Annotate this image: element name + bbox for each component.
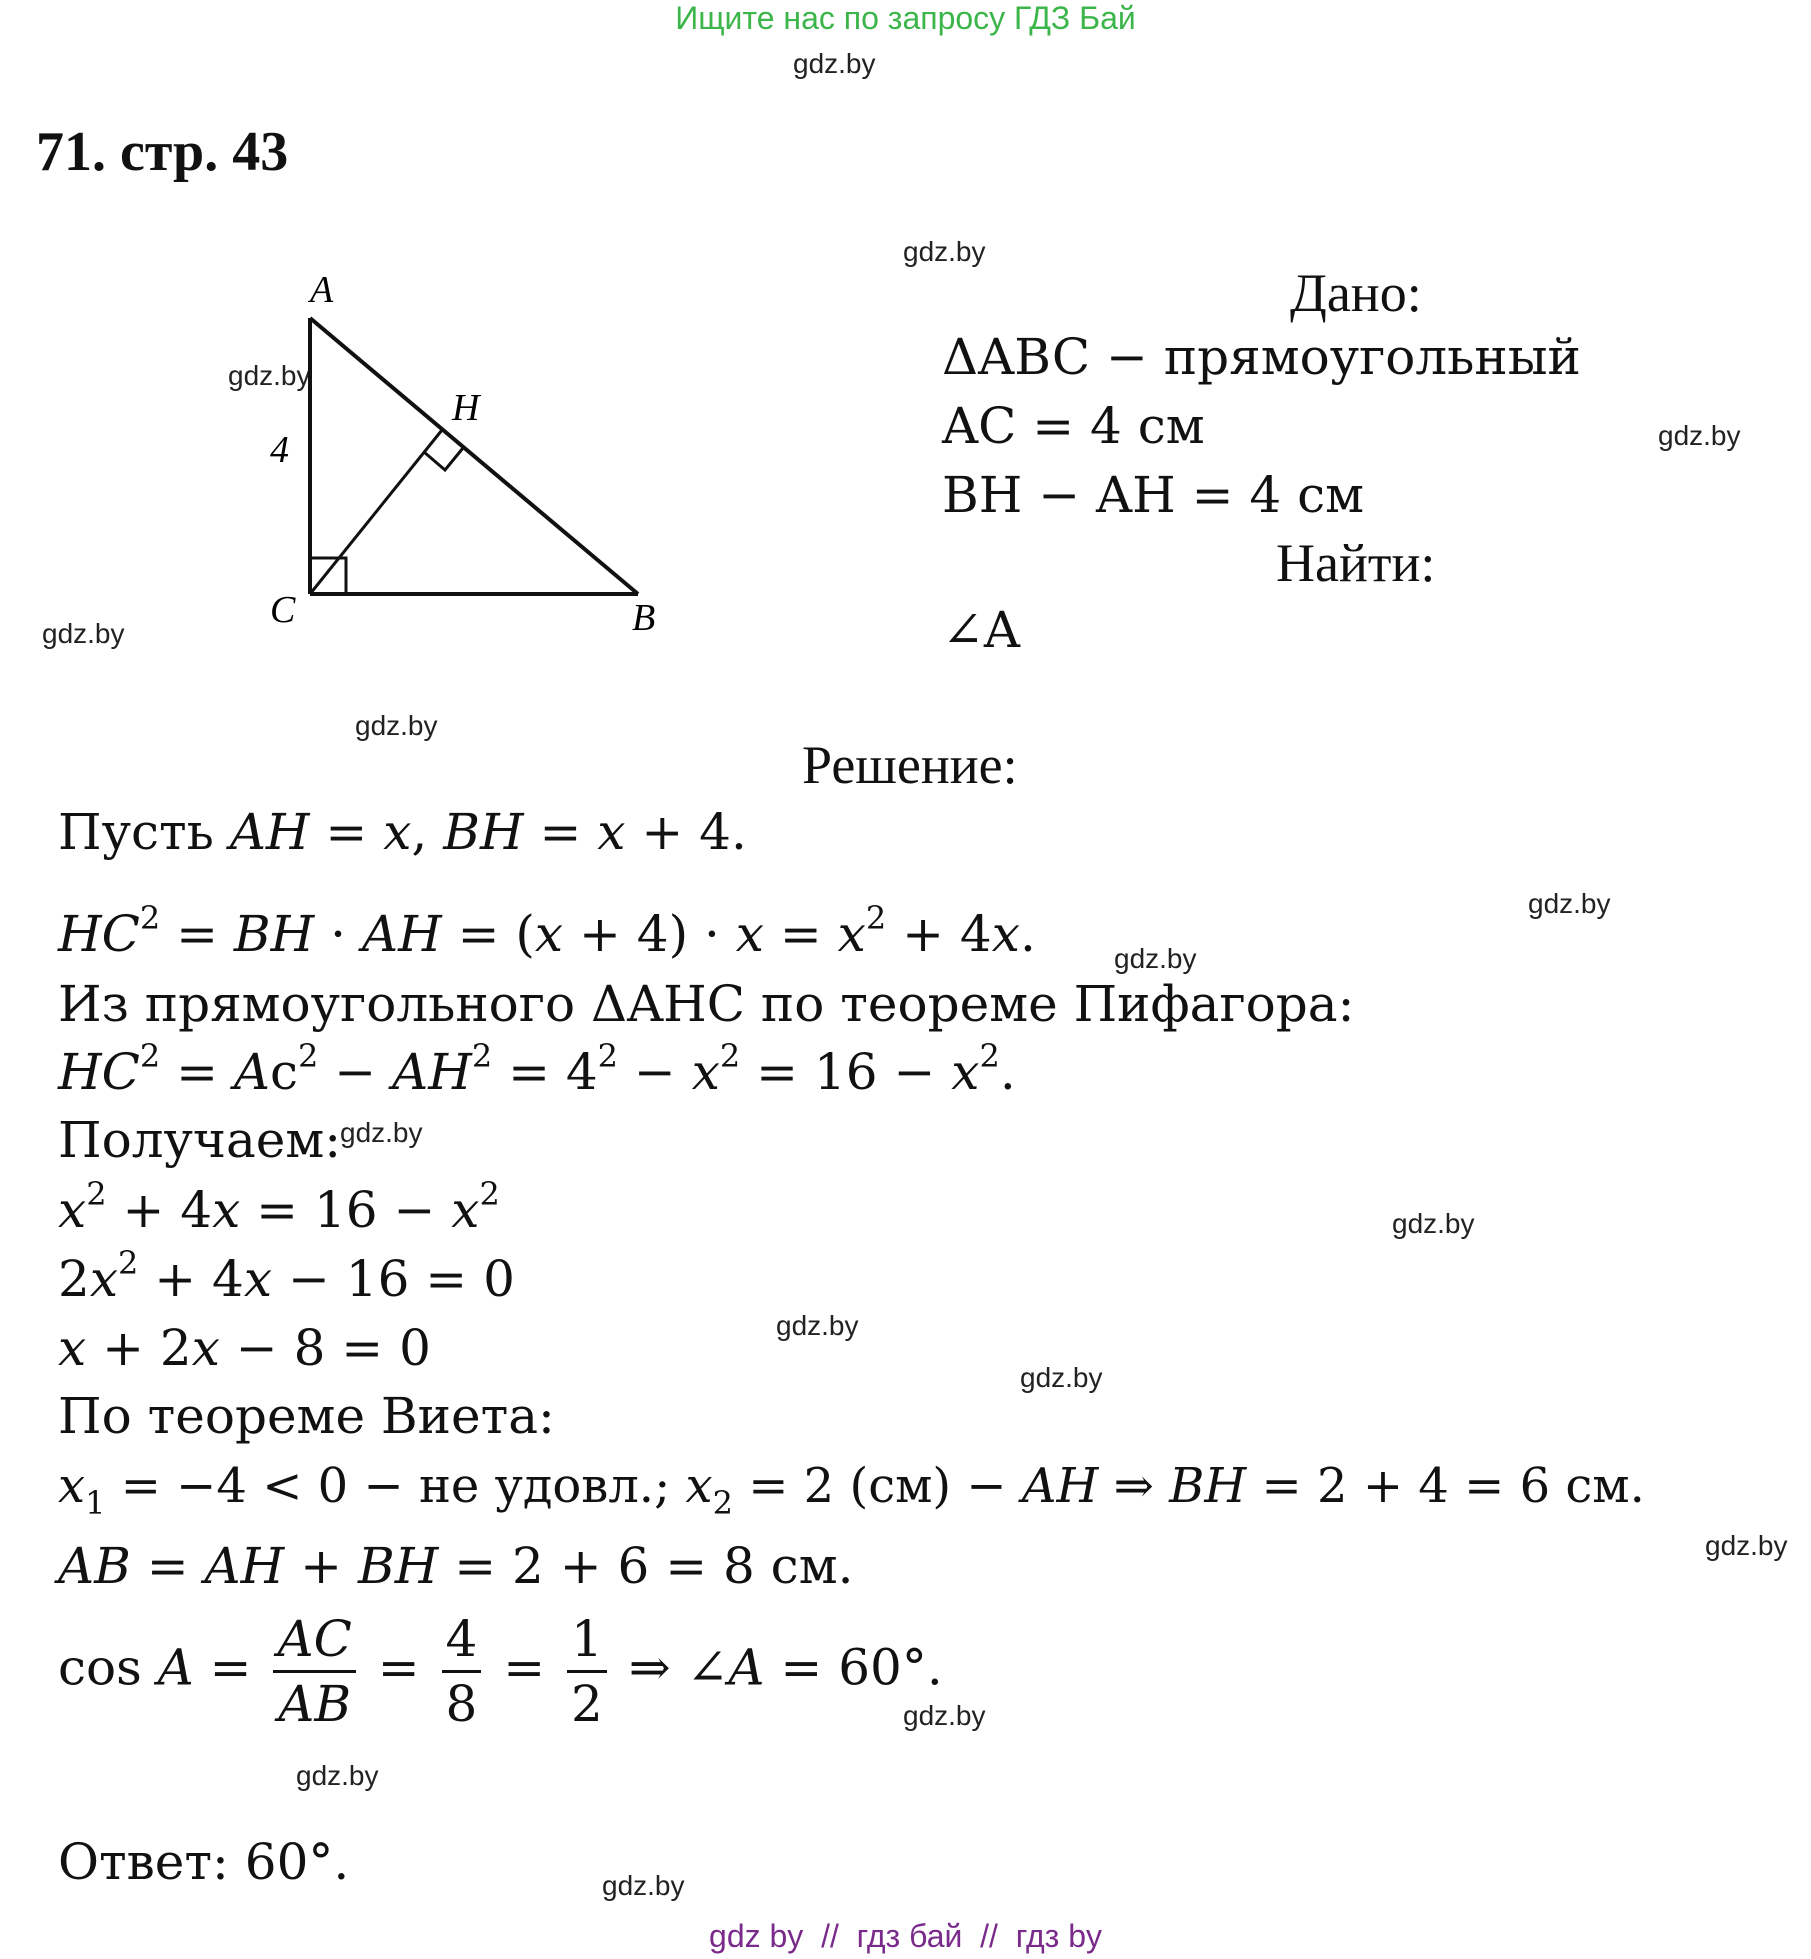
solution-line-2: $HC^2$ = BH · AH = $(x + 4) \cdot x = x^2 + 4x$. bbox=[58, 899, 1036, 963]
find-value: ∠A bbox=[942, 601, 1021, 659]
banner-link[interactable]: Ищите нас по запросу ГДЗ Бай bbox=[675, 0, 1136, 36]
solution-line-9: По теореме Виета: bbox=[58, 1387, 555, 1445]
watermark: gdz.by bbox=[1705, 1530, 1788, 1561]
watermark: gdz.by bbox=[42, 618, 125, 649]
footer-links[interactable]: gdz by // гдз бай // гдз by bbox=[709, 1918, 1102, 1954]
answer: Ответ: 60°. bbox=[58, 1833, 350, 1891]
vertex-label-h: H bbox=[452, 387, 480, 429]
watermark: gdz.by bbox=[1392, 1208, 1475, 1239]
find-heading: Найти: bbox=[1276, 533, 1436, 593]
solution-line-3: Из прямоугольного ΔAHC по теореме Пифагора: bbox=[58, 975, 1355, 1033]
vertex-label-a: A bbox=[310, 269, 334, 311]
vertex-label-c: C bbox=[270, 589, 296, 631]
given-heading: Дано: bbox=[1290, 263, 1422, 323]
given-line: AC = 4 см bbox=[942, 397, 1205, 455]
solution-line-5: Получаем: bbox=[58, 1111, 342, 1169]
watermark: gdz.by bbox=[776, 1310, 859, 1341]
watermark: gdz.by bbox=[1658, 420, 1741, 451]
solution-line-4: $HC^2 = Ac^2 - AH^2 = 4^2 - x^2 = 16 - x^2$. bbox=[58, 1037, 1016, 1101]
solution-line-1: Пусть AH = x, BH = x + 4. bbox=[58, 803, 747, 861]
watermark: gdz.by bbox=[1528, 888, 1611, 919]
solution-line-11: AB = AH + BH = 2 + 6 = 8 см. bbox=[58, 1537, 854, 1595]
vertex-label-b: B bbox=[632, 597, 656, 639]
watermark: gdz.by bbox=[340, 1117, 423, 1148]
solution-line-10: $x_1 = -4 < 0$ − не удовл.; $x_2 = 2$ (см) − AH ⇒ BH = 2 + 4 = 6 см. bbox=[58, 1458, 1645, 1522]
watermark: gdz.by bbox=[296, 1760, 379, 1791]
task-title: 71. стр. 43 bbox=[36, 121, 289, 183]
given-line: ΔABC − прямоугольный bbox=[942, 328, 1581, 386]
watermark: gdz.by bbox=[602, 1870, 685, 1901]
solution-heading: Решение: bbox=[802, 735, 1018, 795]
watermark: gdz.by bbox=[1020, 1362, 1103, 1393]
solution-line-12: cos A = $\frac{AC}{AB}$ = $\frac{4}{8}$ = $\frac{1}{2}$ ⇒ ∠A = 60°. bbox=[58, 1610, 943, 1733]
watermark: gdz.by bbox=[1114, 943, 1197, 974]
watermark: gdz.by bbox=[903, 236, 986, 267]
watermark: gdz.by bbox=[355, 710, 438, 741]
triangle-figure bbox=[250, 260, 950, 720]
solution-line-8: x + 2x − 8 = 0 bbox=[58, 1319, 431, 1377]
watermark: gdz.by bbox=[903, 1700, 986, 1731]
side-label-ac: 4 bbox=[270, 429, 289, 471]
solution-line-7: $2x^2 + 4x - 16 = 0$ bbox=[58, 1244, 515, 1308]
given-line: BH − AH = 4 см bbox=[942, 466, 1365, 524]
watermark: gdz.by bbox=[228, 360, 311, 391]
solution-line-6: $x^2 + 4x = 16 - x^2$ bbox=[58, 1175, 500, 1239]
watermark: gdz.by bbox=[793, 48, 876, 79]
